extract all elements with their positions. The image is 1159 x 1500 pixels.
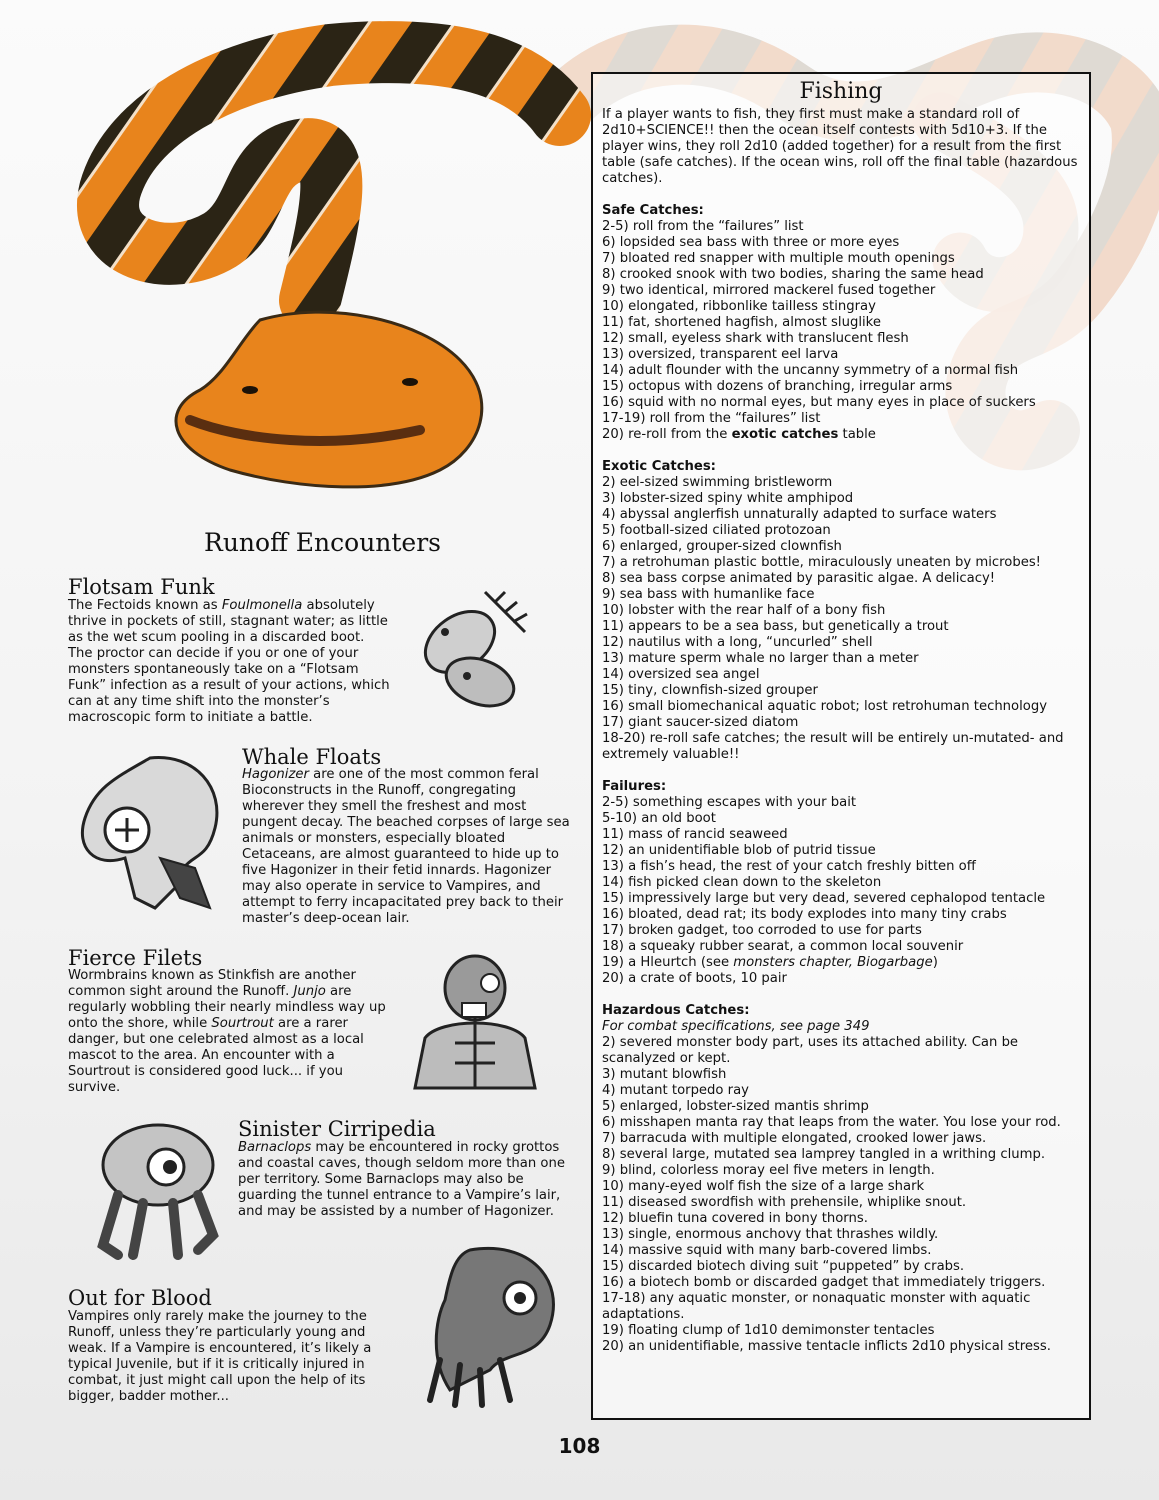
page-number: 108 (558, 1434, 601, 1458)
list-item: 20) a crate of boots, 10 pair (602, 971, 787, 986)
list-item: 16) squid with no normal eyes, but many eyes in place of suckers (602, 395, 1036, 410)
list-item: 6) misshapen manta ray that leaps from the water. You lose your rod. (602, 1115, 1061, 1130)
list-item: 5-10) an old boot (602, 811, 716, 826)
list-item: 6) lopsided sea bass with three or more eyes (602, 235, 900, 250)
list-item: 5) football-sized ciliated protozoan (602, 523, 831, 538)
list-item: 17) broken gadget, too corroded to use for parts (602, 923, 922, 938)
runoff-title: Runoff Encounters (204, 528, 442, 557)
list-item: 4) mutant torpedo ray (602, 1083, 749, 1098)
list-item: 19) floating clump of 1d10 demimonster tentacles (602, 1323, 935, 1338)
list-item: 20) an unidentifiable, massive tentacle inflicts 2d10 physical stress. (602, 1339, 1051, 1354)
whale-floats-text: Hagonizer are one of the most common feral Bioconstructs in the Runoff, congregating wherever they smell the freshest and most pungent decay. The beached corpses of large sea animals or monsters, especially bloated Cetaceans, are almost guaranteed to hide up to five Hagonizer in their fetid innards. Hagonizer may also operate in service to Vampires, and attempt to ferry incapacitated prey back to their master’s deep-ocean lair. (242, 767, 570, 926)
list-item: 8) several large, mutated sea lamprey tangled in a writhing clump. (602, 1147, 1046, 1162)
list-item: 13) single, enormous anchovy that thrashes wildly. (602, 1227, 939, 1242)
hazardous-catches-label: Hazardous Catches: (602, 1003, 750, 1018)
list-item: 6) enlarged, grouper-sized clownfish (602, 539, 842, 554)
list-item: 10) lobster with the rear half of a bony fish (602, 603, 886, 618)
list-item: 12) nautilus with a long, “uncurled” shell (602, 635, 873, 650)
sinister-cirripedia-text: Barnaclops may be encountered in rocky grottos and coastal caves, though seldom more than one per territory. Some Barnaclops may also be guarding the tunnel entrance to a Vampire’s lair, and may be assisted by a number of Hagonizer. (238, 1140, 565, 1219)
list-item: 12) bluefin tuna covered in bony thorns. (602, 1211, 868, 1226)
list-item: 14) adult flounder with the uncanny symmetry of a normal fish (602, 363, 1019, 378)
list-item: 9) two identical, mirrored mackerel fused together (602, 283, 936, 298)
out-for-blood-heading: Out for Blood (68, 1286, 212, 1310)
safe-catches-table (602, 203, 1080, 443)
flotsam-heading: Flotsam Funk (68, 575, 215, 599)
fishing-intro: If a player wants to fish, they first must make a standard roll of 2d10+SCIENCE!! then the ocean itself contests with 5d10+3. If the player wins, they roll 2d10 (added together) for a result from the first table (safe catches). If the ocean wins, roll off the final table (hazardous catches). (602, 107, 1078, 186)
list-item: 19) a Hleurtch (see monsters chapter, Biogarbage) (602, 955, 938, 970)
list-item: 13) mature sperm whale no larger than a meter (602, 651, 919, 666)
list-item: 2) eel-sized swimming bristleworm (602, 475, 833, 490)
list-item: 15) impressively large but very dead, severed cephalopod tentacle (602, 891, 1046, 906)
sinister-cirripedia-heading: Sinister Cirripedia (238, 1117, 436, 1141)
list-item: 14) oversized sea angel (602, 667, 760, 682)
fishing-sidebar (591, 72, 1091, 1420)
list-item: 7) a retrohuman plastic bottle, miraculously uneaten by microbes! (602, 555, 1041, 570)
list-item: 12) small, eyeless shark with translucent flesh (602, 331, 909, 346)
list-item: 16) small biomechanical aquatic robot; lost retrohuman technology (602, 699, 1048, 714)
list-item: 9) sea bass with humanlike face (602, 587, 815, 602)
barnaclops-sprite-icon (78, 1115, 238, 1267)
safe-catches-label: Safe Catches: (602, 203, 704, 218)
list-item: 10) elongated, ribbonlike tailless stingray (602, 299, 876, 314)
list-item: 8) sea bass corpse animated by parasitic algae. A delicacy! (602, 571, 996, 586)
list-item: 20) re-roll from the exotic catches table (602, 427, 876, 442)
failures-label: Failures: (602, 779, 667, 794)
hazardous-note: For combat specifications, see page 349 (602, 1019, 870, 1034)
list-item: 13) oversized, transparent eel larva (602, 347, 839, 362)
list-item: 17-19) roll from the “failures” list (602, 411, 821, 426)
list-item: 17-18) any aquatic monster, or nonaquatic monster with aquatic adaptations. (602, 1291, 1031, 1322)
list-item: 2-5) something escapes with your bait (602, 795, 857, 810)
list-item: 12) an unidentifiable blob of putrid tissue (602, 843, 876, 858)
list-item: 15) octopus with dozens of branching, irregular arms (602, 379, 953, 394)
list-item: 11) appears to be a sea bass, but genetically a trout (602, 619, 949, 634)
out-for-blood-text: Vampires only rarely make the journey to the Runoff, unless they’re particularly young and weak. If a Vampire is encountered, it’s likely a typical Juvenile, but if it is critically injured in combat, it just might call upon the help of its bigger, badder mother... (68, 1309, 372, 1404)
list-item: 16) bloated, dead rat; its body explodes into many tiny crabs (602, 907, 1007, 922)
fierce-filets-heading: Fierce Filets (68, 946, 203, 970)
list-item: 14) fish picked clean down to the skeleton (602, 875, 882, 890)
list-item: 2) severed monster body part, uses its attached ability. Can be scanalyzed or kept. (602, 1035, 1019, 1066)
list-item: 4) abyssal anglerfish unnaturally adapted to surface waters (602, 507, 997, 522)
list-item: 17) giant saucer-sized diatom (602, 715, 799, 730)
list-item: 15) discarded biotech diving suit “puppeted” by crabs. (602, 1259, 965, 1274)
list-item: 11) fat, shortened hagfish, almost sluglike (602, 315, 881, 330)
hazardous-catches-table (602, 1003, 1080, 1355)
list-item: 8) crooked snook with two bodies, sharing the same head (602, 267, 984, 282)
fishing-title: Fishing (799, 79, 883, 104)
list-item: 9) blind, colorless moray eel five meters in length. (602, 1163, 935, 1178)
fierce-filets-text: Wormbrains known as Stinkfish are another common sight around the Runoff. Junjo are regularly wobbling their nearly mindless way up onto the shore, while Sourtrout are a rarer danger, but one celebrated almost as a local mascot to the area. An encounter with a Sourtrout is considered good luck... if you survive. (68, 968, 386, 1095)
whale-floats-heading: Whale Floats (242, 745, 382, 769)
list-item: 3) lobster-sized spiny white amphipod (602, 491, 854, 506)
list-item: 16) a biotech bomb or discarded gadget that immediately triggers. (602, 1275, 1046, 1290)
list-item: 18-20) re-roll safe catches; the result will be entirely un-mutated- and extremely valuable!! (602, 731, 1064, 762)
list-item: 7) bloated red snapper with multiple mouth openings (602, 251, 955, 266)
list-item: 13) a fish’s head, the rest of your catch freshly bitten off (602, 859, 976, 874)
flotsam-text: The Fectoids known as Foulmonella absolutely thrive in pockets of still, stagnant water; as little as the wet scum pooling in a discarded boot. The proctor can decide if you or one of your monsters spontaneously take on a “Flotsam Funk” infection as a result of your actions, which can at any time shift into the monster’s macroscopic form to initiate a battle. (68, 598, 390, 725)
list-item: 18) a squeaky rubber searat, a common local souvenir (602, 939, 964, 954)
list-item: 15) tiny, clownfish-sized grouper (602, 683, 818, 698)
hagonizer-sprite-icon (65, 748, 235, 916)
list-item: 2-5) roll from the “failures” list (602, 219, 804, 234)
list-item: 14) massive squid with many barb-covered limbs. (602, 1243, 932, 1258)
fish-sprite-icon (405, 572, 550, 722)
failures-table (602, 779, 1080, 987)
exotic-catches-label: Exotic Catches: (602, 459, 716, 474)
list-item: 5) enlarged, lobster-sized mantis shrimp (602, 1099, 869, 1114)
list-item: 11) diseased swordfish with prehensile, whiplike snout. (602, 1195, 967, 1210)
list-item: 10) many-eyed wolf fish the size of a large shark (602, 1179, 925, 1194)
exotic-catches-table (602, 459, 1080, 763)
stinkfish-sprite-icon (400, 948, 550, 1096)
list-item: 7) barracuda with multiple elongated, crooked lower jaws. (602, 1131, 987, 1146)
vampire-sprite-icon (410, 1240, 570, 1408)
list-item: 3) mutant blowfish (602, 1067, 727, 1082)
list-item: 11) mass of rancid seaweed (602, 827, 788, 842)
